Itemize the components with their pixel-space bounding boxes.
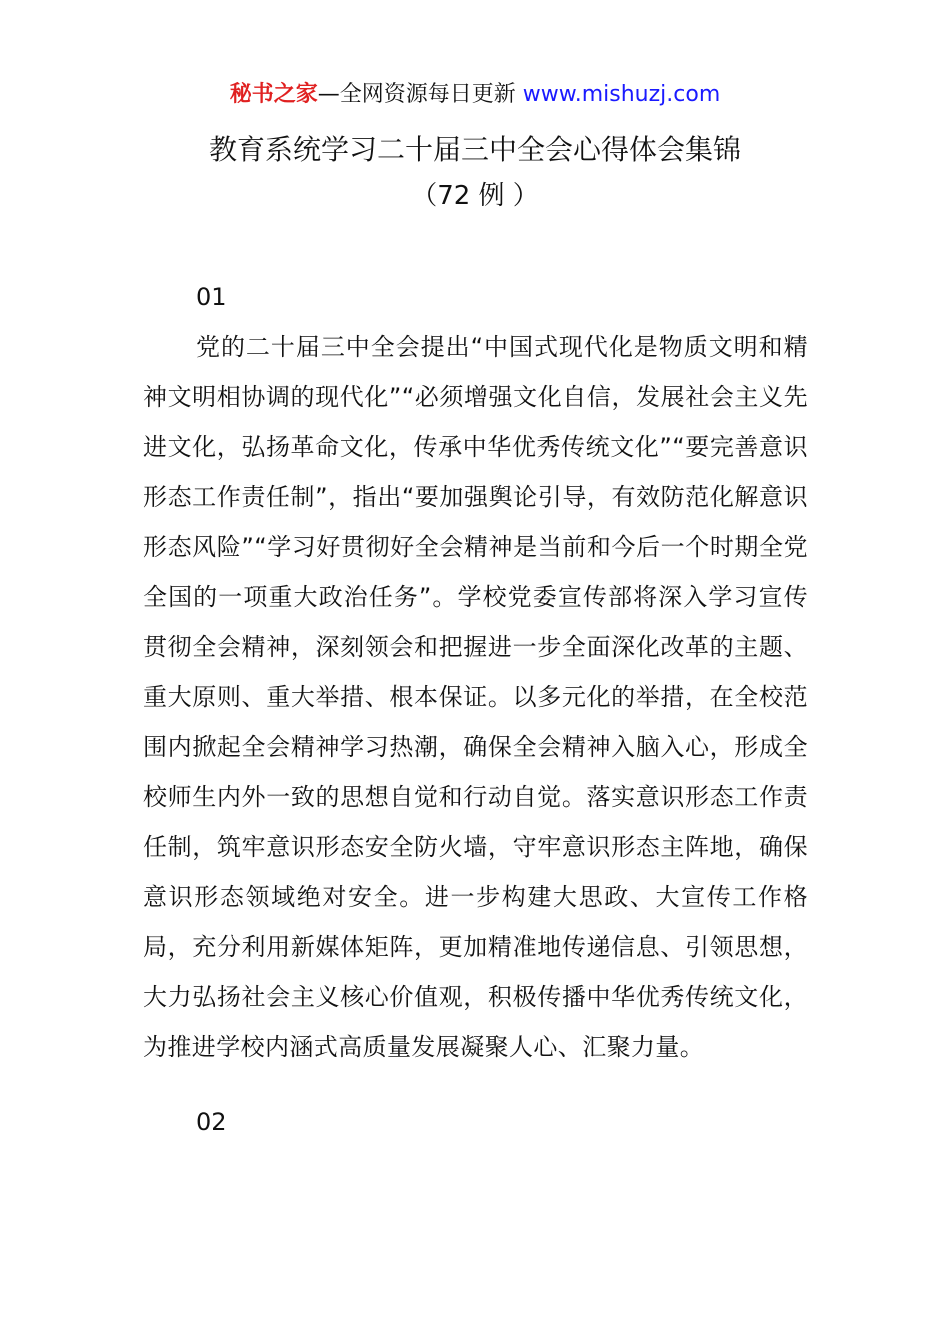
section-paragraph-01: 党的二十届三中全会提出“中国式现代化是物质文明和精神文明相协调的现代化”“必须增强文化自信，发展社会主义先进文化，弘扬革命文化，传承中华优秀传统文化”“要完善意识形态工作责任制”，指出“要加强舆论引导，有效防范化解意识形态风险”“学习好贯彻好全会精神是当前和今后一个时期全党全国的一项重大政治任务”。学校党委宣传部将深入学习宣传贯彻全会精神，深刻领会和把握进一步全面深化改革的主题、重大原则、重大举措、根本保证。以多元化的举措，在全校范围内掀起全会精神学习热潮，确保全会精神入脑入心，形成全校师生内外一致的思想自觉和行动自觉。落实意识形态工作责任制，筑牢意识形态安全防火墙，守牢意识形态主阵地，确保意识形态领域绝对安全。进一步构建大思政、大宣传工作格局，充分利用新媒体矩阵，更加精准地传递信息、引领思想，大力弘扬社会主义核心价值观，积极传播中华优秀传统文化，为推进学校内涵式高质量发展凝聚人心、汇聚力量。 [143,333,808,1061]
document-body [143,272,808,1147]
site-brand: 秘书之家 [229,82,318,107]
section-spacer [143,1072,808,1097]
document-subtitle: （72 例 ） [411,181,539,211]
document-title: 教育系统学习二十届三中全会心得体会集锦 [208,133,741,166]
site-url[interactable]: www.mishuzj.com [522,82,721,107]
section-number-01: 01 [196,283,227,311]
site-header [0,78,950,112]
section-number-02: 02 [196,1108,227,1136]
site-tagline: —全网资源每日更新 [317,82,523,107]
